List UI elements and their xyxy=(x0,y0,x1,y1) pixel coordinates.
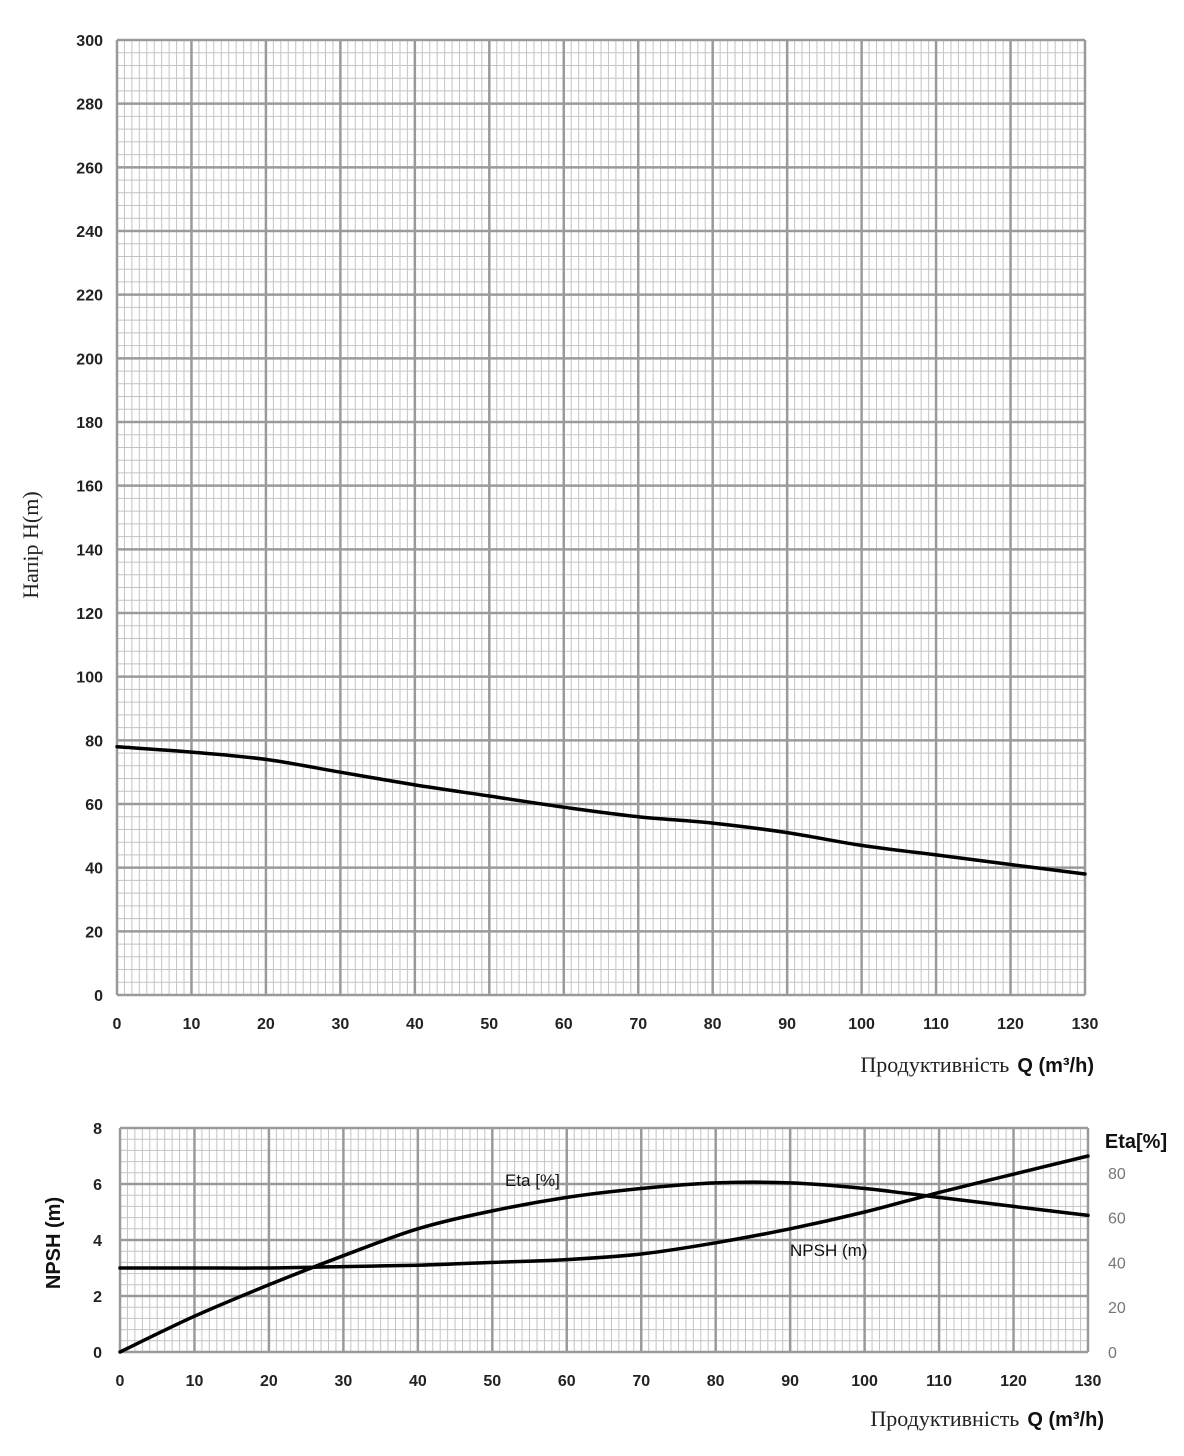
npsh-x-axis-label-unit: Q (m³/h) xyxy=(1027,1409,1104,1431)
npsh-x-tick-label: 40 xyxy=(408,1373,427,1390)
eta-right-tick-label: 20 xyxy=(1108,1300,1126,1318)
head-x-tick-label: 40 xyxy=(405,1016,424,1033)
head-y-tick-label: 220 xyxy=(76,287,103,305)
head-x-axis-label-text: Продуктивність xyxy=(860,1052,1010,1077)
npsh-x-tick-label: 50 xyxy=(483,1373,502,1390)
head-y-tick-label: 0 xyxy=(94,988,103,1005)
npsh-x-tick-label: 0 xyxy=(115,1373,125,1390)
head-x-tick-label: 110 xyxy=(923,1016,949,1033)
npsh-x-tick-label: 90 xyxy=(781,1373,800,1390)
npsh-x-tick-label: 20 xyxy=(260,1373,278,1390)
eta-right-tick-label: 80 xyxy=(1108,1165,1126,1183)
eta-right-tick-label: 0 xyxy=(1108,1345,1117,1362)
head-y-tick-label: 120 xyxy=(76,606,103,623)
head-x-tick-label: 80 xyxy=(703,1016,722,1033)
head-y-tick-label: 160 xyxy=(76,478,103,496)
head-x-tick-label: 50 xyxy=(480,1016,499,1033)
npsh-x-tick-label: 10 xyxy=(185,1373,204,1390)
npsh-x-tick-label: 110 xyxy=(926,1373,952,1390)
npsh-x-axis-label-text: Продуктивність xyxy=(870,1406,1020,1431)
npsh-x-tick-label: 30 xyxy=(334,1373,353,1390)
head-x-tick-label: 20 xyxy=(257,1016,275,1033)
npsh-y-axis-label: NPSH (m) xyxy=(43,1196,65,1290)
head-y-tick-label: 180 xyxy=(76,415,103,432)
npsh-x-tick-label: 130 xyxy=(1074,1373,1102,1390)
head-x-tick-label: 130 xyxy=(1071,1016,1099,1033)
eta-right-tick-label: 40 xyxy=(1108,1255,1126,1273)
head-y-tick-label: 40 xyxy=(85,860,103,878)
npsh-left-tick-label: 0 xyxy=(93,1345,102,1362)
head-x-tick-label: 100 xyxy=(848,1016,875,1033)
head-x-tick-label: 120 xyxy=(997,1016,1024,1033)
head-x-axis-label-unit: Q (m³/h) xyxy=(1017,1055,1094,1077)
npsh-x-tick-label: 100 xyxy=(851,1373,878,1390)
head-x-tick-label: 70 xyxy=(629,1016,648,1033)
head-y-tick-label: 300 xyxy=(76,33,103,50)
head-x-tick-label: 30 xyxy=(331,1016,350,1033)
head-x-tick-label: 10 xyxy=(182,1016,201,1033)
head-y-tick-label: 140 xyxy=(76,542,103,560)
head-y-tick-label: 80 xyxy=(85,733,103,751)
head-y-tick-label: 60 xyxy=(85,797,103,814)
npsh-left-tick-label: 6 xyxy=(93,1177,102,1194)
npsh-left-tick-label: 2 xyxy=(93,1289,102,1306)
eta-right-tick-label: 60 xyxy=(1108,1210,1126,1228)
npsh-eta-chart xyxy=(43,1121,1167,1431)
head-y-tick-label: 100 xyxy=(76,669,103,687)
head-y-axis-label: Напір H(m) xyxy=(18,491,43,599)
npsh-x-tick-label: 120 xyxy=(1000,1373,1027,1390)
head-x-tick-label: 0 xyxy=(112,1016,122,1033)
head-y-tick-label: 280 xyxy=(76,96,103,114)
npsh-left-tick-label: 8 xyxy=(93,1121,102,1138)
head-x-tick-label: 60 xyxy=(554,1016,573,1033)
npsh-x-tick-label: 70 xyxy=(632,1373,651,1390)
head-y-tick-label: 20 xyxy=(85,924,103,942)
head-y-tick-label: 260 xyxy=(76,160,103,178)
eta-y-axis-label: Eta[%] xyxy=(1104,1131,1168,1153)
npsh-x-axis-label xyxy=(870,1406,1104,1431)
npsh-x-tick-label: 60 xyxy=(557,1373,576,1390)
head-chart xyxy=(18,33,1098,1077)
head-x-tick-label: 90 xyxy=(778,1016,797,1033)
eta-series-label: Eta [%] xyxy=(505,1171,560,1190)
head-x-axis-label xyxy=(860,1052,1094,1077)
head-y-tick-label: 200 xyxy=(76,351,103,369)
npsh-series-label: NPSH (m) xyxy=(790,1241,868,1260)
head-y-tick-label: 240 xyxy=(76,224,103,241)
npsh-x-tick-label: 80 xyxy=(706,1373,725,1390)
npsh-left-tick-label: 4 xyxy=(93,1233,102,1250)
